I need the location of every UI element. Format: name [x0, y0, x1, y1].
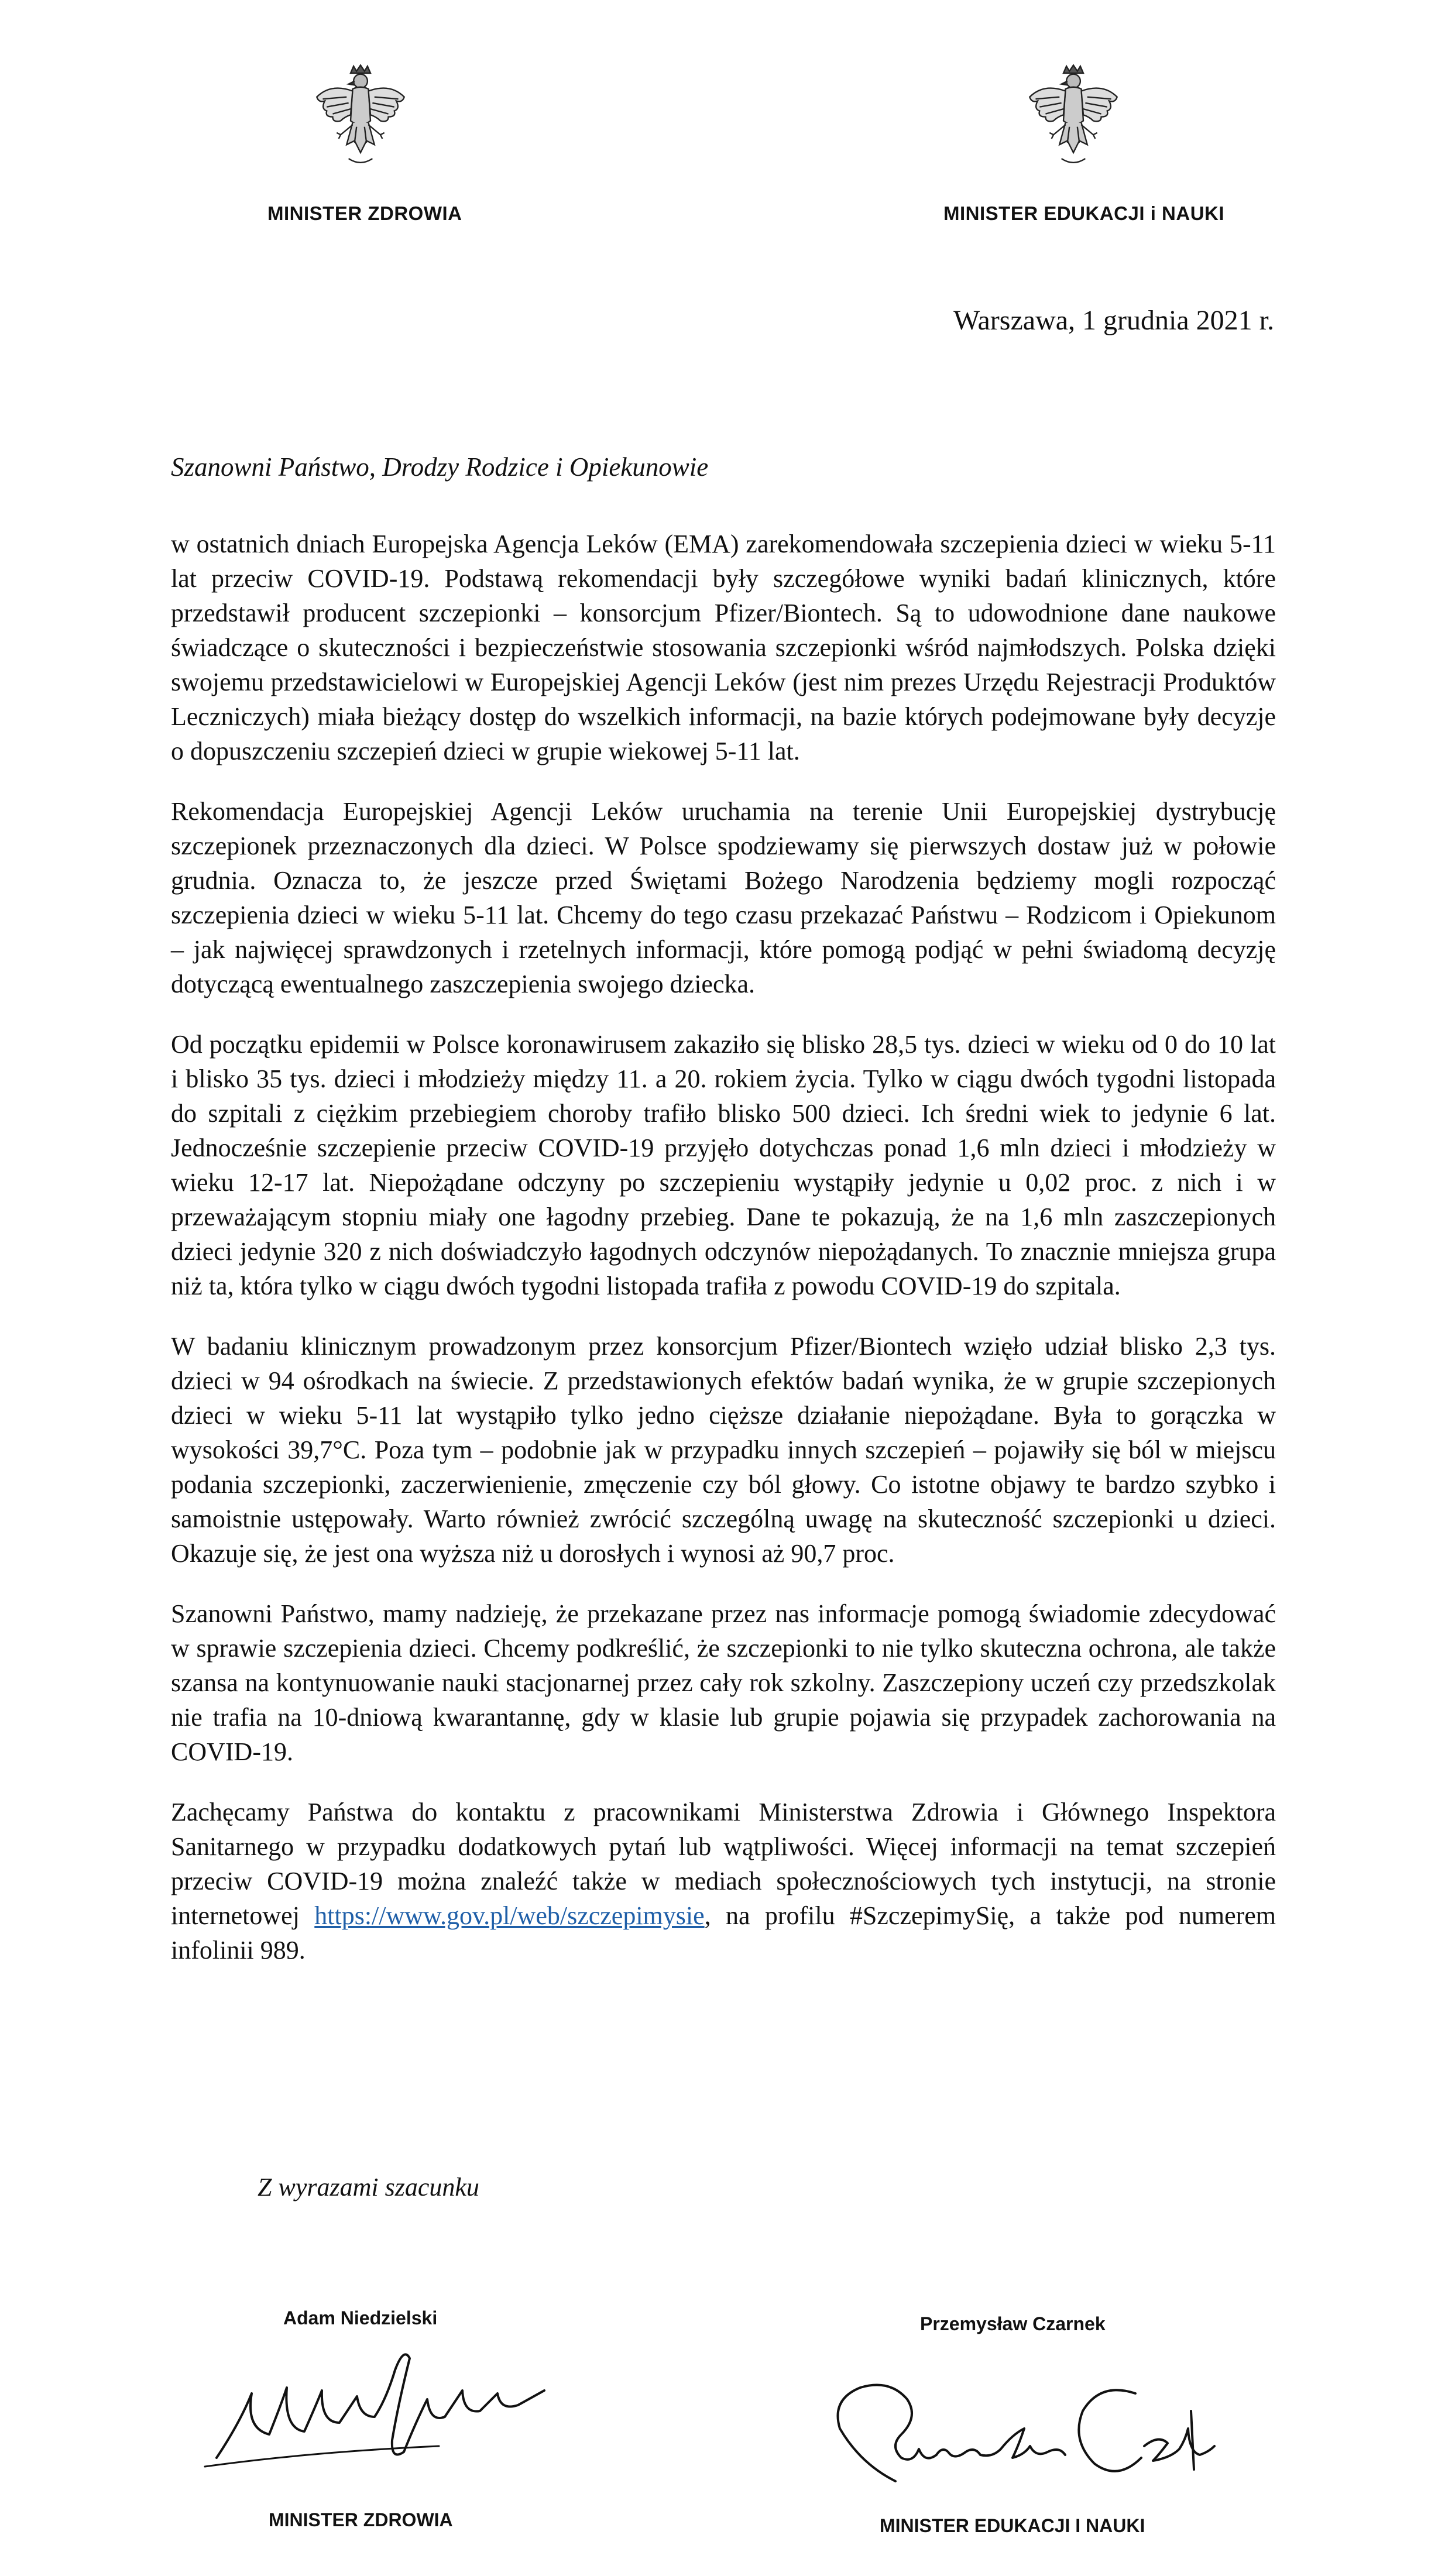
paragraph: Od początku epidemii w Polsce koronawirusem zakaziło się blisko 28,5 tys. dzieci w wieku od 0 do 10 lat i blisko 35 tys. dzieci i młodzieży między 11. a 20. rokiem życia. Tylko w ciągu dwóch tygodni listopada do szpitali z ciężkim przebiegiem choroby trafiło blisko 500 dzieci. Ich średni wiek to jedynie 6 lat. Jednocześnie szczepienie przeciw COVID-19 przyjęło dotychczas ponad 1,6 mln dzieci i młodzieży w wieku 12-17 lat. Niepożądane odczyny po szczepieniu wystąpiły jedynie u 0,02 proc. z nich i w przeważającym stopniu miały one łagodny przebieg. Dane te pokazują, że na 1,6 mln zaszczepionych dzieci jedynie 320 z nich doświadczyło łagodnych odczynów niepożądanych. To znacznie mniejsza grupa niż ta, która tylko w ciągu dwóch tygodni listopada trafiła z powodu COVID-19 do szpitala. — [171, 1030, 1276, 1300]
paragraph: Rekomendacja Europejskiej Agencji Leków uruchamia na terenie Unii Europejskiej dystrybucję szczepionek przeznaczonych dla dzieci. W Polsce spodziewamy się pierwszych dostaw już w połowie grudnia. Oznacza to, że jeszcze przed Świętami Bożego Narodzenia będziemy mogli rozpocząć szczepienia dzieci w wieku 5-11 lat. Chcemy do tego czasu przekazać Państwu – Rodzicom i Opiekunom – jak najwięcej sprawdzonych i rzetelnych informacji, które pomogą podjąć w pełni świadomą decyzję dotyczącą ewentualnego zaszczepienia swojego dziecka. — [171, 797, 1276, 998]
paragraph: w ostatnich dniach Europejska Agencja Leków (EMA) zarekomendowała szczepienia dzieci w wieku 5-11 lat przeciw COVID-19. Podstawą rekomendacji były szczegółowe wyniki badań klinicznych, które przedstawił producent szczepionki – konsorcjum Pfizer/Biontech. Są to udowodnione dane naukowe świadczące o skuteczności i bezpieczeństwie stosowania szczepionki wśród najmłodszych. Polska dzięki swojemu przedstawicielowi w Europejskiej Agencji Leków (jest nim prezes Urzędu Rejestracji Produktów Leczniczych) miała bieżący dostęp do wszelkich informacji, na bazie których podejmowane były decyzje o dopuszczeniu szczepień dzieci w grupie wiekowej 5-11 lat. — [171, 530, 1276, 765]
signature-right — [825, 2347, 1235, 2505]
signatory-name-right: Przemysław Czarnek — [920, 2313, 1106, 2334]
vaccination-website-link[interactable]: https://www.gov.pl/web/szczepimysie — [314, 1901, 705, 1930]
polish-eagle-emblem-icon — [1024, 63, 1123, 169]
paragraph-contact — [171, 1795, 1276, 1967]
signatory-title-left: MINISTER ZDROWIA — [269, 2509, 453, 2530]
header-ministry-health: MINISTER ZDROWIA — [267, 202, 462, 224]
contact-text-end: , na profilu #SzczepimySię, a także pod numerem infolinii 989. — [171, 1901, 1276, 1964]
paragraph: W badaniu klinicznym prowadzonym przez konsorcjum Pfizer/Biontech wzięło udział blisko 2,3 tys. dzieci w 94 ośrodkach na świecie. Z przedstawionych efektów badań wynika, że w grupie szczepionych dzieci w wieku 5-11 lat wystąpiło tylko jedno cięższe działanie niepożądane. Była to gorączka w wysokości 39,7°C. Poza tym – podobnie jak w przypadku innych szczepień – pojawiły się ból w miejscu podania szczepionki, zaczerwienienie, zmęczenie czy ból głowy. Co istotne objawy te bardzo szybko i samoistnie ustępowały. Warto również zwrócić szczególną uwagę na skuteczność szczepionki u dzieci. Okazuje się, że jest ona wyższa niż u dorosłych i wynosi aż 90,7 proc. — [171, 1332, 1276, 1568]
signatory-title-right: MINISTER EDUKACJI I NAUKI — [880, 2515, 1145, 2536]
polish-eagle-emblem-icon — [311, 63, 410, 169]
paragraph: Szanowni Państwo, mamy nadzieję, że przekazane przez nas informacje pomogą świadomie zdecydować w sprawie szczepienia dzieci. Chcemy podkreślić, że szczepionki to nie tylko skuteczna ochrona, ale także szansa na kontynuowanie nauki stacjonarnej przez cały rok szkolny. Zaszczepiony uczeń czy przedszkolak nie trafia na 10-dniową kwarantannę, gdy w klasie lub grupie pojawia się przypadek zachorowania na COVID-19. — [171, 1599, 1276, 1766]
signatory-name-left: Adam Niedzielski — [283, 2307, 438, 2328]
closing-phrase: Z wyrazami szacunku — [258, 2173, 479, 2201]
letter-date: Warszawa, 1 grudnia 2021 r. — [953, 305, 1274, 336]
letter-body — [171, 527, 1276, 1993]
header-ministry-education: MINISTER EDUKACJI i NAUKI — [943, 202, 1225, 224]
contact-text: Zachęcamy Państwa do kontaktu z pracownikami Ministerstwa Zdrowia i Głównego Inspektora Sanitarnego w przypadku dodatkowych pytań lub wątpliwości. Więcej informacji na temat szczepień przeciw COVID-19 można znaleźć także w mediach społecznościowych tych instytucji, na stronie internetowej — [171, 1798, 1276, 1930]
signature-left — [193, 2335, 568, 2487]
salutation: Szanowni Państwo, Drodzy Rodzice i Opiekunowie — [171, 452, 709, 482]
